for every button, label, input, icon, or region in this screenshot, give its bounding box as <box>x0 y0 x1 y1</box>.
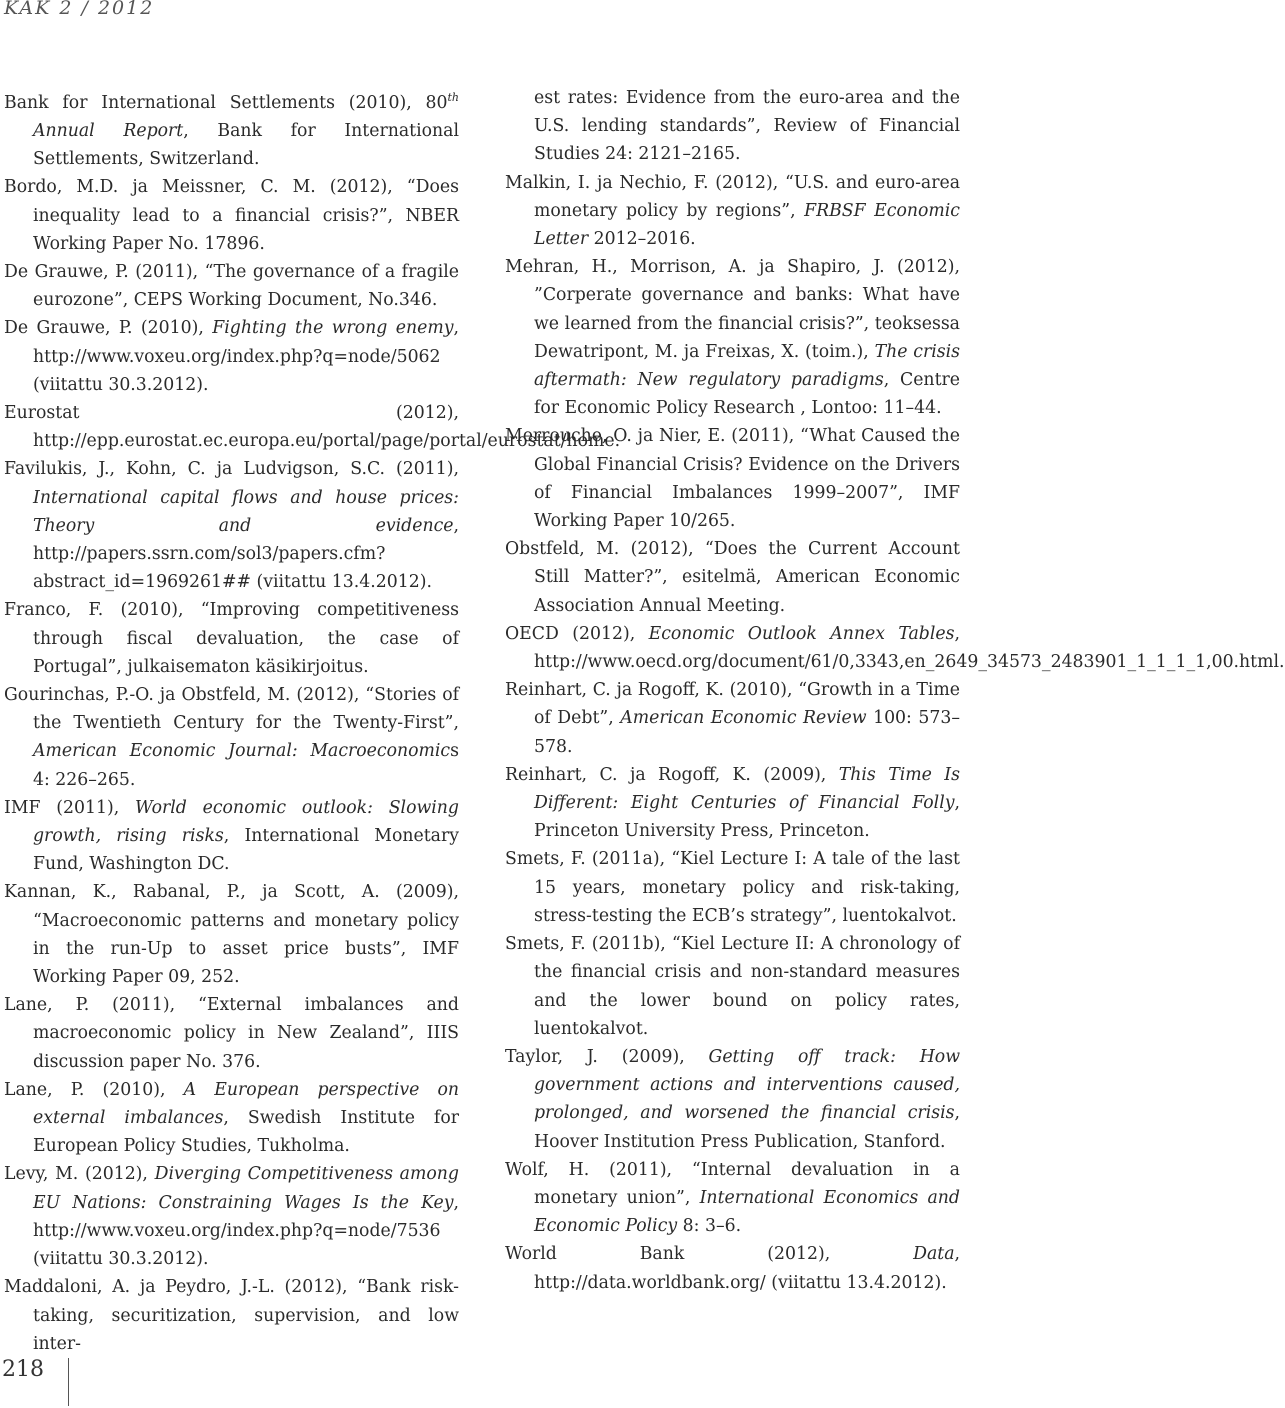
reference-title-italic: American Economic Journal: Macroeconomic <box>33 741 451 762</box>
reference-text: Obstfeld, M. (2012), “Does the Current Account Still Matter?”, esitelmä, American Economic Association Annual Meeting. <box>505 539 960 616</box>
reference-title-italic: Getting off track: How government actions and interventions caused, prolonged, and worsened the financial crisis <box>534 1046 960 1124</box>
reference-text: OECD (2012), <box>505 623 649 644</box>
reference-text: Smets, F. (2011a), “Kiel Lecture I: A tale of the last 15 years, monetary policy and risk-taking, stress-testing the ECB’s strategy”, luentokalvot. <box>505 849 960 926</box>
reference-text: 8: 3–6. <box>677 1216 742 1237</box>
reference-entry <box>505 620 1285 676</box>
reference-title-italic: This Time Is Different: Eight Centuries of Financial Folly <box>534 764 960 814</box>
reference-title-italic: Annual Report <box>33 120 184 141</box>
reference-title-italic: World economic outlook: Slowing growth, rising risks <box>33 797 459 847</box>
reference-entry <box>505 930 960 1043</box>
reference-title-italic: Economic Outlook Annex Tables <box>648 623 955 644</box>
reference-text: Reinhart, C. ja Rogoff, K. (2009), <box>505 764 839 785</box>
reference-text: Lane, P. (2011), “External imbalances and macroeconomic policy in New Zealand”, IIIS discussion paper No. 376. <box>4 995 459 1072</box>
reference-text: est rates: Evidence from the euro-area and the U.S. lending standards”, Review of Financial Studies 24: 2121–2165. <box>534 88 960 165</box>
reference-superscript: th <box>447 91 459 104</box>
reference-text: Favilukis, J., Kohn, C. ja Ludvigson, S.C. (2011), <box>4 459 459 480</box>
reference-entry <box>4 794 459 879</box>
reference-entry <box>4 314 459 399</box>
references-right-column <box>505 84 1285 1297</box>
reference-title-italic: International capital flows and house prices: Theory and evidence <box>33 487 459 536</box>
reference-text: , International Monetary Fund, Washington DC. <box>33 826 459 875</box>
reference-entry <box>4 1273 459 1358</box>
reference-text: , http://data.worldbank.org/ (viitattu 13.4.2012). <box>534 1244 960 1293</box>
reference-text: 2012–2016. <box>588 229 696 250</box>
reference-text: , Bank for International Settlements, Switzerland. <box>33 120 460 170</box>
reference-entry <box>4 84 459 173</box>
reference-entry <box>505 253 960 422</box>
reference-entry <box>4 455 459 596</box>
reference-title-italic: American Economic Review <box>620 708 867 729</box>
reference-text: World Bank (2012), <box>505 1244 914 1265</box>
reference-text: Taylor, J. (2009), <box>505 1046 709 1067</box>
reference-text: IMF (2011), <box>4 797 136 818</box>
reference-text: , Centre for Economic Policy Research , Lontoo: 11–44. <box>534 370 960 419</box>
reference-entry <box>4 991 459 1076</box>
reference-text: , Swedish Institute for European Policy Studies, Tukholma. <box>33 1108 459 1157</box>
reference-text: Wolf, H. (2011), “Internal devaluation in a monetary union”, <box>505 1159 960 1208</box>
reference-text: , http://papers.ssrn.com/sol3/papers.cfm?abstract_id=1969261## (viitattu 13.4.2012). <box>33 515 459 593</box>
reference-entry <box>505 761 960 846</box>
reference-text: , http://www.oecd.org/document/61/0,3343,en_2649_34573_2483901_1_1_1_1,00.html. <box>534 623 1285 673</box>
reference-title-italic: Data <box>913 1244 955 1265</box>
reference-entry <box>4 1160 459 1273</box>
reference-title-italic: A European perspective on external imbalances <box>33 1079 459 1129</box>
reference-title-italic: Fighting the wrong enemy <box>212 318 454 339</box>
reference-text: Smets, F. (2011b), “Kiel Lecture II: A chronology of the financial crisis and non-standard measures and the lower bound on policy rates, luentokalvot. <box>505 934 960 1039</box>
reference-entry <box>505 84 960 169</box>
reference-title-italic: International Economics and Economic Policy <box>534 1187 960 1237</box>
reference-entry <box>4 878 459 991</box>
reference-entry <box>4 399 621 455</box>
reference-title-italic: The crisis aftermath: New regulatory paradigms <box>534 341 960 391</box>
reference-entry <box>505 845 960 930</box>
reference-entry <box>505 676 960 761</box>
reference-text: Merrouche, O. ja Nier, E. (2011), “What Caused the Global Financial Crisis? Evidence on the Drivers of Financial Imbalances 1999–2007”, IMF Working Paper 10/265. <box>505 426 960 532</box>
reference-text: Lane, P. (2010), <box>4 1079 184 1100</box>
reference-text: Maddaloni, A. ja Peydro, J.-L. (2012), “Bank risk-taking, securitization, supervision, and low inter- <box>4 1277 459 1354</box>
reference-text: , http://www.voxeu.org/index.php?q=node/5062 (viitattu 30.3.2012). <box>33 318 459 395</box>
reference-text: Franco, F. (2010), “Improving competitiveness through fiscal devaluation, the case of Portugal”, julkaisematon käsikirjoitus. <box>4 600 459 677</box>
reference-text: Gourinchas, P.-O. ja Obstfeld, M. (2012), “Stories of the Twentieth Century for the Twenty-First”, <box>4 685 459 734</box>
reference-text: Levy, M. (2012), <box>4 1164 155 1185</box>
reference-text: Bank for International Settlements (2010), 80 <box>4 92 448 113</box>
page-number: 218 <box>2 1357 44 1382</box>
reference-title-italic: FRBSF Economic Letter <box>534 200 960 250</box>
reference-entry <box>505 1156 960 1241</box>
reference-entry <box>505 535 960 620</box>
reference-entry <box>4 681 459 794</box>
reference-text: Kannan, K., Rabanal, P., ja Scott, A. (2009), “Macroeconomic patterns and monetary policy in the run-Up to asset price busts”, IMF Working Paper 09, 252. <box>4 882 459 988</box>
reference-text: Bordo, M.D. ja Meissner, C. M. (2012), “Does inequality lead to a financial crisis?”, NBER Working Paper No. 17896. <box>4 177 459 254</box>
reference-entry <box>505 1043 960 1156</box>
reference-entry <box>4 173 459 258</box>
reference-text: De Grauwe, P. (2011), “The governance of a fragile eurozone”, CEPS Working Document, No.346. <box>4 261 459 311</box>
reference-text: Reinhart, C. ja Rogoff, K. (2010), “Growth in a Time of Debt”, <box>505 680 960 729</box>
reference-text: Malkin, I. ja Nechio, F. (2012), “U.S. and euro-area monetary policy by regions”, <box>505 172 960 221</box>
reference-text: , Hoover Institution Press Publication, Stanford. <box>534 1103 960 1152</box>
running-header: KAK 2 / 2012 <box>4 0 155 19</box>
reference-entry <box>505 422 960 535</box>
reference-entry <box>4 596 459 681</box>
reference-text: De Grauwe, P. (2010), <box>4 318 213 339</box>
reference-entry <box>4 258 459 314</box>
reference-entry <box>505 1240 960 1296</box>
reference-entry <box>4 1076 459 1161</box>
footer-divider <box>68 1358 69 1406</box>
reference-text: s 4: 226–265. <box>33 741 459 790</box>
reference-text: Eurostat (2012), http://epp.eurostat.ec.europa.eu/portal/page/portal/eurostat/home. <box>4 403 621 452</box>
reference-entry <box>505 169 960 254</box>
reference-text: , http://www.voxeu.org/index.php?q=node/7536 (viitattu 30.3.2012). <box>33 1192 459 1270</box>
reference-text: 100: 573–578. <box>534 708 960 757</box>
reference-text: , Princeton University Press, Princeton. <box>534 793 960 842</box>
reference-text: Mehran, H., Morrison, A. ja Shapiro, J. (2012), ”Corperate governance and banks: What have we learned from the financial crisis?”, teoksessa Dewatripont, M. ja Freixas, X. (toim.), <box>505 257 960 362</box>
reference-title-italic: Diverging Competitiveness among EU Nations: Constraining Wages Is the Key <box>33 1164 459 1213</box>
